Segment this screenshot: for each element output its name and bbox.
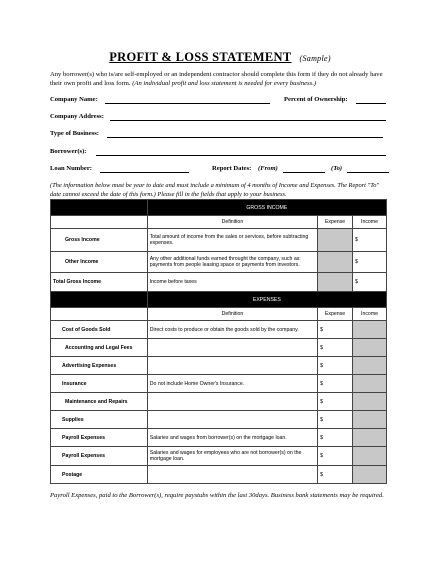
expense-cell[interactable]: $ [318, 375, 353, 393]
company-address-field[interactable] [110, 120, 386, 121]
row-definition: Do not include Home Owner's Insurance. [147, 375, 317, 393]
row-label: Total Gross Income [51, 273, 148, 292]
page-title [0, 50, 440, 65]
row-definition: Direct costs to produce or obtain the goods sold by the company. [147, 321, 317, 339]
report-dates-label: Report Dates: [212, 165, 252, 172]
gross-income-table [50, 199, 387, 292]
income-cell [353, 466, 387, 484]
company-name-field[interactable] [105, 103, 270, 104]
table-row [51, 411, 387, 429]
row-label: Payroll Expenses [51, 429, 148, 447]
income-cell [353, 375, 387, 393]
definition-col-header: Definition [147, 216, 317, 229]
row-label: Accounting and Legal Fees [51, 339, 148, 357]
footer-note: Payroll Expenses, paid to the Borrower(s), require paystubs within the last 30days. Business bank statements may be required. [50, 492, 384, 499]
percent-ownership-label: Percent of Ownership: [284, 96, 348, 103]
company-name-label: Company Name: [50, 96, 98, 103]
gross-income-header: GROSS INCOME [147, 200, 386, 216]
row-definition [147, 339, 317, 357]
from-date-field[interactable] [283, 172, 325, 173]
income-cell [353, 321, 387, 339]
intro-italic-text: (An individual profit and loss statement is needed for every business.) [132, 80, 317, 87]
to-label: (To) [331, 165, 343, 172]
info-note: (The information below must be year to date and must include a minimum of 4 months of Income and Expenses. The Report "To" date cannot exceed the date of this form.) Please fill in the fields that apply to your business. [50, 182, 380, 198]
title-text: PROFIT & LOSS STATEMENT [109, 50, 292, 64]
table-row [51, 229, 387, 252]
expense-cell [318, 229, 353, 252]
percent-ownership-field[interactable] [356, 103, 386, 104]
expenses-header: EXPENSES [147, 292, 386, 308]
to-date-field[interactable] [347, 172, 389, 173]
company-address-label: Company Address: [50, 113, 104, 120]
table-row [51, 357, 387, 375]
expense-cell[interactable]: $ [318, 357, 353, 375]
expense-cell[interactable]: $ [318, 393, 353, 411]
row-definition [147, 357, 317, 375]
expenses-table [50, 291, 387, 484]
row-label: Supplies [51, 411, 148, 429]
loan-number-label: Loan Number: [50, 165, 92, 172]
income-cell [353, 411, 387, 429]
row-label: Advertising Expenses [51, 357, 148, 375]
expense-cell[interactable]: $ [318, 429, 353, 447]
table-row [51, 252, 387, 273]
row-definition [147, 411, 317, 429]
income-col-header: Income [353, 216, 387, 229]
title-note: (Sample) [299, 54, 331, 63]
income-cell[interactable]: $ [353, 252, 387, 273]
table-row [51, 447, 387, 466]
income-cell [353, 357, 387, 375]
row-definition: Total amount of income from the sales or services, before subtracting expenses. [147, 229, 317, 252]
expense-cell[interactable]: $ [318, 339, 353, 357]
type-of-business-field[interactable] [107, 137, 383, 138]
expense-cell [318, 252, 353, 273]
row-label: Postage [51, 466, 148, 484]
income-cell [353, 447, 387, 466]
row-label: Payroll Expenses [51, 447, 148, 466]
borrowers-label: Borrower(s): [50, 148, 87, 155]
income-cell [353, 339, 387, 357]
expense-col-header: Expense [318, 308, 353, 321]
intro-paragraph [50, 70, 390, 88]
row-definition: Salaries and wages for employees who are not borrower(s) on the mortgage loan. [147, 447, 317, 466]
expense-cell[interactable]: $ [318, 411, 353, 429]
table-row [51, 375, 387, 393]
table-row [51, 393, 387, 411]
expense-col-header: Expense [318, 216, 353, 229]
row-label: Other Income [51, 252, 148, 273]
income-cell[interactable]: $ [353, 273, 387, 292]
row-label: Insurance [51, 375, 148, 393]
intro-text: Any borrower(s) who is/are self-employed or an independent contractor should complete this form if they do not already have their own profit and loss form. [50, 71, 383, 87]
row-label: Cost of Goods Sold [51, 321, 148, 339]
income-cell [353, 429, 387, 447]
row-label: Gross Income [51, 229, 148, 252]
type-of-business-label: Type of Business: [50, 130, 99, 137]
expense-cell [318, 273, 353, 292]
table-row [51, 466, 387, 484]
income-cell[interactable]: $ [353, 229, 387, 252]
from-label: (From) [258, 165, 278, 172]
income-cell [353, 393, 387, 411]
expense-cell[interactable]: $ [318, 447, 353, 466]
table-row [51, 429, 387, 447]
income-col-header: Income [353, 308, 387, 321]
borrowers-field[interactable] [96, 155, 386, 156]
row-definition [147, 466, 317, 484]
table-row [51, 321, 387, 339]
table-row [51, 273, 387, 292]
expense-cell[interactable]: $ [318, 466, 353, 484]
expense-cell[interactable]: $ [318, 321, 353, 339]
row-label: Maintenance and Repairs [51, 393, 148, 411]
row-definition: Salaries and wages from borrower(s) on the mortgage loan. [147, 429, 317, 447]
definition-col-header: Definition [147, 308, 317, 321]
table-row [51, 339, 387, 357]
row-definition: Income before taxes [147, 273, 317, 292]
loan-number-field[interactable] [100, 172, 189, 173]
row-definition: Any other additional funds earned throught the company, such as: payments from people leasing space or payments from investors. [147, 252, 317, 273]
row-definition [147, 393, 317, 411]
